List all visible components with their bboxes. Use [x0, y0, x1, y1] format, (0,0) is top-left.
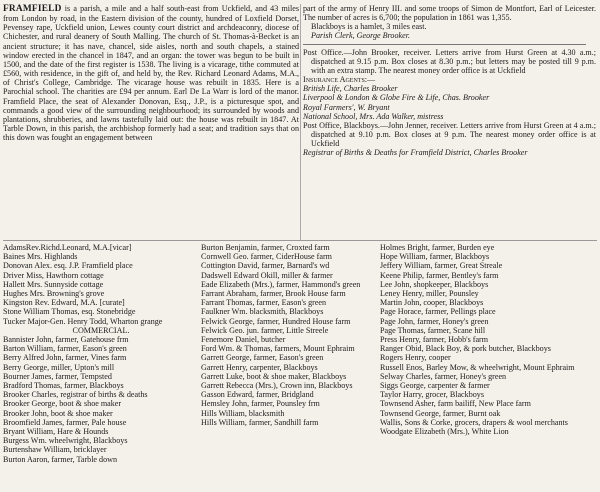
list-item: Hallett Mrs. Sunnyside cottage	[3, 279, 104, 289]
list-item: Page John, farmer, Honey's green	[380, 316, 489, 326]
list-item: Burton Benjamin, farmer, Croxted farm	[201, 243, 330, 252]
list-item: Felwick George, farmer, Hundred House farm	[201, 316, 351, 326]
residents-column-3	[380, 243, 596, 436]
list-item: Cornwell Geo. farmer, CiderHouse farm	[201, 252, 332, 262]
list-item: Garrett George, farmer, Eason's green	[201, 353, 324, 363]
list-item: Hills William, farmer, Sandhill farm	[201, 417, 319, 427]
intro-paragraph	[3, 4, 299, 142]
private-residents-list	[3, 243, 199, 326]
list-item: Stone William Thomas, esq. Stonebridge	[3, 307, 136, 317]
list-item: Dadswell Edward Okill, miller & farmer	[201, 270, 333, 280]
list-item: Burtenshaw William, bricklayer	[3, 445, 107, 455]
insurance-agent-3: Royal Farmers', W. Bryant	[303, 102, 390, 112]
list-item: Selway Charles, farmer, Honey's green	[380, 371, 507, 381]
list-item: Bradford Thomas, farmer, Blackboys	[3, 381, 124, 391]
list-item: Broomfield James, farmer, Pale house	[3, 417, 127, 427]
list-item: Taylor Harry, grocer, Blackboys	[380, 390, 484, 400]
list-item: Hemsley John, farmer, Pounsley frm	[201, 399, 320, 409]
registrar: Registrar of Births & Deaths for Framfield District, Charles Brooker	[303, 148, 528, 158]
list-item: Holmes Bright, farmer, Burden eye	[380, 243, 495, 252]
list-item: Berry George, miller, Upton's mill	[3, 362, 115, 372]
post-office-blackboys: Post Office, Blackboys.—John Jenner, receiver. Letters arrive from Hurst Green at 4 a.m.; dispatched at 9.10 p.m. Box closes at 9 p.m. The nearest money order office is at Uckfield	[303, 120, 596, 149]
residents-column-1	[3, 243, 199, 464]
section-divider	[3, 240, 597, 241]
blackboys-note: Blackboys is a hamlet, 3 miles east.	[311, 22, 427, 32]
list-item: Bannister John, farmer, Gatehouse frm	[3, 335, 129, 345]
post-office: Post Office.—John Brooker, receiver. Letters arrive from Hurst Green at 4.30 a.m.; dispatched at 9.15 p.m. Box closes at 8.30 p.m.; but letters may be posted till 9 p.m. with an extra stamp. The nearest money order office is at Uckfield	[303, 47, 596, 75]
list-item: Kingston Rev. Edward, M.A. [curate]	[3, 298, 125, 308]
list-item: Brooker John, boot & shoe maker	[3, 408, 113, 418]
list-item: Garrett Henry, carpenter, Blackboys	[201, 362, 318, 372]
list-item: Keene Philip, farmer, Bentley's farm	[380, 270, 499, 280]
list-item: Brooker Charles, registrar of births & deaths	[3, 390, 148, 400]
list-item: Bourner James, farmer, Tempsted	[3, 371, 112, 381]
list-item: Press Henry, farmer, Hobb's farm	[380, 335, 489, 345]
list-item: Townsend Asher, farm bailiff, New Place farm	[380, 399, 531, 409]
list-item: Farrant Abraham, farmer, Brook House farm	[201, 289, 346, 299]
intro-text-right: part of the army of Henry III. and some troops of Simon de Montfort, Earl of Leicester. The number of acres is 6,700; the population in 1861 was 1,355.	[303, 4, 596, 23]
list-item: Martin John, cooper, Blackboys	[380, 298, 484, 308]
list-item: Barton William, farmer, Eason's green	[3, 344, 127, 354]
list-item: Wallis, Sons & Corke, grocers, drapers & wool merchants	[380, 417, 568, 427]
column-divider	[300, 4, 301, 240]
town-heading: FRAMFIELD	[3, 4, 62, 14]
list-item: Berry Alfred John, farmer, Vines farm	[3, 353, 127, 363]
intro-column-right	[303, 4, 596, 158]
list-item: Baines Mrs. Highlands	[3, 252, 78, 262]
list-item: Gasson Edward, farmer, Bridgland	[201, 390, 314, 400]
list-item: Bryant William, Hare & Hounds	[3, 427, 109, 437]
commercial-heading: COMMERCIAL.	[72, 325, 130, 335]
commercial-list-2	[201, 243, 377, 427]
national-school: National School, Mrs. Ada Walker, mistress	[303, 111, 444, 121]
list-item: Tucker Major-Gen. Henry Todd, Wharton grange	[3, 316, 163, 326]
list-item: Russell Enos, Barley Mow, & wheelwright, Mount Ephraim	[380, 362, 575, 372]
list-item: Ford Wm. & Thomas, farmers, Mount Ephraim	[201, 344, 355, 354]
list-item: Jeffery William, farmer, Great Streale	[380, 261, 503, 271]
list-item: Page Thomas, farmer, Scane hill	[380, 325, 486, 335]
list-item: Woodgate Elizabeth (Mrs.), White Lion	[380, 427, 509, 437]
list-item: Hope William, farmer, Blackboys	[380, 252, 490, 262]
list-item: Hills William, blacksmith	[201, 408, 285, 418]
insurance-agent-1: British Life, Charles Brooker	[303, 84, 398, 94]
list-item: Leney Henry, miller, Pounsley	[380, 289, 479, 299]
list-item: Page Horace, farmer, Pellings place	[380, 307, 496, 317]
list-item: Siggs George, carpenter & farmer	[380, 381, 490, 391]
list-item: Townsend George, farmer, Burnt oak	[380, 408, 501, 418]
list-item: Lee John, shopkeeper, Blackboys	[380, 279, 489, 289]
commercial-list-1	[3, 335, 199, 464]
list-item: Rogers Henry, cooper	[380, 353, 451, 363]
intro-column-left	[3, 4, 299, 142]
list-item: Farrant Thomas, farmer, Eason's green	[201, 298, 327, 308]
parish-clerk: Parish Clerk, George Brooker.	[311, 31, 410, 41]
list-item: Driver Miss, Hawthorn cottage	[3, 270, 104, 280]
intro-text-left: is a parish, a mile and a half south-east from Uckfield, and 43 miles from London by road, in the Eastern division of the county, hundred of Loxfield Dorset, Pevensey rape, Uckfield union, Lewes county court district and archdeaconry, diocese of Chichester, and rural deanery of South Malling. The church of St. Thomas-à-Becket is an ancient structure; it has nave, chancel, side aisles, north and south chapels, a stained window erected in the chancel in 1847, and an organ: the tower was begun to be built in 1500, and the date of the first register is 1538. The living is a vicarage, tithe commuted at £560, with residence, in the gift of, and held by, the Rev. Richard Leonard Adams, M.A., of Christ's College, Cambridge. The vicarage house was rebuilt in 1835. Here is a Parochial school. The charities are £94 per annum. Earl De La Warr is lord of the manor. Framfield Place, the seat of Alexander Donovan, Esq., J.P., is a picturesque spot, and commands a good view of the surrounding neighbourhood; its surrounded by woods and plantations, shrubberies, and lawns tastefully laid out: the house was rebuilt in 1847. At Tarble Down, in this parish, the archbishop formerly had a seat; and tradition says that on this down was fought an engagement between	[3, 4, 299, 143]
list-item: Garrett Luke, boot & shoe maker, Blackboys	[201, 371, 347, 381]
list-item: Hughes Mrs. Browning's grove	[3, 289, 105, 299]
commercial-list-3	[380, 243, 596, 436]
list-item: Cottington David, farmer, Barnard's wd	[201, 261, 330, 271]
list-item: Donovan Alex. esq. J.P. Framfield place	[3, 261, 133, 271]
list-item: Eade Elizabeth (Mrs.), farmer, Hammond's green	[201, 279, 361, 289]
list-item: AdamsRev.Richd.Leonard, M.A.[vicar]	[3, 243, 132, 252]
list-item: Garrett Rebecca (Mrs.), Crown inn, Blackboys	[201, 381, 353, 391]
divider-line	[303, 44, 586, 45]
residents-column-2	[201, 243, 377, 427]
list-item: Fenemore Daniel, butcher	[201, 335, 286, 345]
list-item: Burton Aaron, farmer, Tarble down	[3, 454, 118, 464]
list-item: Brooker George, boot & shoe maker	[3, 399, 122, 409]
insurance-agent-2: Liverpool & London & Globe Fire & Life, Chas. Brooker	[303, 93, 490, 103]
list-item: Ranger Obid, Black Boy, & pork butcher, Blackboys	[380, 344, 551, 354]
list-item: Burgess Wm. wheelwright, Blackboys	[3, 436, 128, 446]
list-item: Felwick Geo. jun. farmer, Little Streele	[201, 325, 329, 335]
insurance-heading: Insurance Agents:—	[303, 75, 376, 85]
list-item: Faulkner Wm. blacksmith, Blackboys	[201, 307, 324, 317]
